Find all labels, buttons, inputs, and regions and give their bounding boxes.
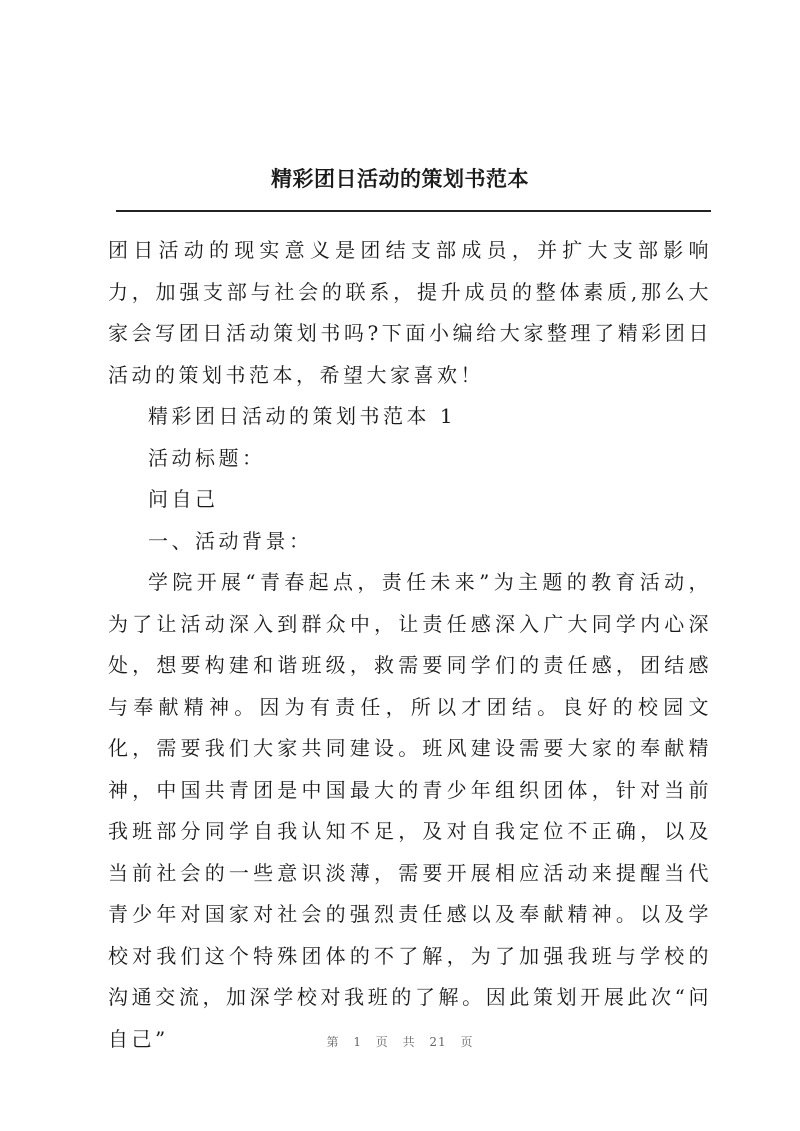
intro-paragraph: 团日活动的现实意义是团结支部成员，并扩大支部影响力，加强支部与社会的联系，提升成员的整体素质,那么大家会写团日活动策划书吗?下面小编给大家整理了精彩团日活动的策划书范本，希望大家喜欢！ [108, 238, 712, 387]
page-footer: 第 1 页 共 21 页 [326, 1035, 474, 1049]
title-underline [116, 210, 711, 212]
section-heading: 精彩团日活动的策划书范本 1 [148, 404, 457, 428]
document-body [108, 230, 712, 1060]
background-heading: 一、活动背景： [148, 528, 313, 553]
background-paragraph: 学院开展“青春起点，责任未来”为主题的教育活动，为了让活动深入到群众中，让责任感深入广大同学内心深处，想要构建和谐班级，救需要同学们的责任感，团结感与奉献精神。因为有责任，所以才团结。良好的校园文化，需要我们大家共同建设。班风建设需要大家的奉献精神，中国共青团是中国最大的青少年组织团体，针对当前我班部分同学自我认知不足，及对自我定位不正确，以及当前社会的一些意识淡薄，需要开展相应活动来提醒当代青少年对国家对社会的强烈责任感以及奉献精神。以及学校对我们这个特殊团体的不了解，为了加强我班与学校的沟通交流，加深学校对我班的了解。因此策划开展此次“问自己” [108, 570, 712, 1051]
activity-title-label: 活动标题： [148, 445, 266, 470]
activity-title-value: 问自己 [148, 487, 219, 511]
document-title: 精彩团日活动的策划书范本 [271, 166, 529, 191]
